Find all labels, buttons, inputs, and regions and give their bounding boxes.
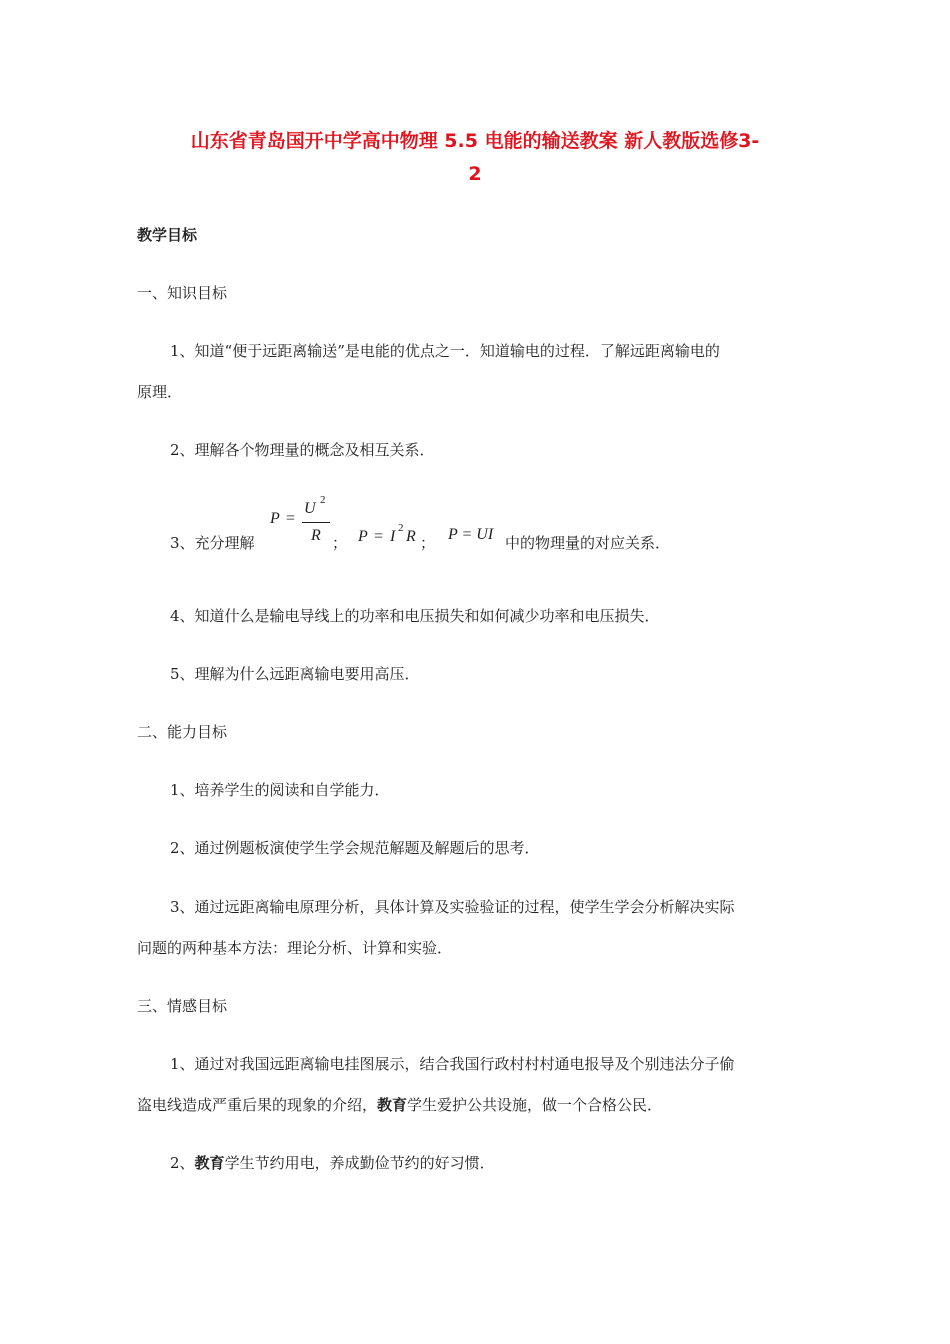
knowledge-item1-line1: 1、知道“便于远距离输送”是电能的优点之一．知道输电的过程．了解远距离输电的 xyxy=(170,342,720,360)
formula2-eq: = xyxy=(374,528,384,545)
formula1-denominator: R xyxy=(311,527,321,544)
formula1-exponent: 2 xyxy=(320,494,326,506)
emotion-item2-number: 2、 xyxy=(170,1154,195,1172)
document-title-line2: 2 xyxy=(468,163,482,185)
emotion-item1-text-b: 学生爱护公共设施，做一个合格公民． xyxy=(407,1096,663,1114)
formula2-exponent: 2 xyxy=(398,522,404,534)
formula2-resistance: R xyxy=(406,528,416,545)
emotion-heading: 三、情感目标 xyxy=(137,997,228,1015)
knowledge-item3-prefix: 3、充分理解 xyxy=(170,534,255,552)
ability-heading: 二、能力目标 xyxy=(137,723,228,741)
formula2-current: I xyxy=(390,528,396,545)
ability-item1: 1、培养学生的阅读和自学能力． xyxy=(170,781,390,799)
emotion-item2-text: 学生节约用电，养成勤俭节约的好习惯． xyxy=(224,1154,495,1172)
knowledge-item5: 5、理解为什么远距离输电要用高压． xyxy=(170,665,420,683)
knowledge-heading: 一、知识目标 xyxy=(137,284,228,302)
section-heading: 教学目标 xyxy=(137,226,198,244)
ability-item3-line1: 3、通过远距离输电原理分析，具体计算及实验验证的过程，使学生学会分析解决实际 xyxy=(170,898,735,916)
formula2-lhs: P xyxy=(358,528,368,545)
emotion-item1-line2 xyxy=(137,1094,662,1115)
ability-item3-line2: 问题的两种基本方法：理论分析、计算和实验． xyxy=(137,939,453,957)
document-title-line1: 山东省青岛国开中学高中物理 5.5 电能的输送教案 新人教版选修3- xyxy=(190,130,760,152)
knowledge-item2: 2、理解各个物理量的概念及相互关系． xyxy=(170,441,435,459)
emotion-item1-line1: 1、通过对我国远距离输电挂图展示，结合我国行政村村村通电报导及个别违法分子偷 xyxy=(170,1055,735,1073)
formula1-separator: ； xyxy=(332,534,348,552)
knowledge-item4: 4、知道什么是输电导线上的功率和电压损失和如何减少功率和电压损失． xyxy=(170,607,660,625)
ability-item2: 2、通过例题板演使学生学会规范解题及解题后的思考． xyxy=(170,839,540,857)
formula1-numerator: U xyxy=(304,500,316,517)
knowledge-item3-suffix: 中的物理量的对应关系． xyxy=(505,534,671,552)
formula1-fraction-bar xyxy=(302,522,330,523)
emotion-item2 xyxy=(170,1152,495,1173)
formula2-separator: ； xyxy=(420,534,436,552)
emotion-item2-bold: 教育 xyxy=(194,1154,225,1172)
formula1-lhs: P xyxy=(270,510,280,527)
knowledge-item1-line2: 原理． xyxy=(137,383,183,401)
formula-power-ui: P = UI xyxy=(448,526,494,543)
emotion-item1-bold: 教育 xyxy=(377,1096,408,1114)
formula1-eq: = xyxy=(286,510,296,527)
emotion-item1-text-a: 盗电线造成严重后果的现象的介绍， xyxy=(137,1096,378,1114)
